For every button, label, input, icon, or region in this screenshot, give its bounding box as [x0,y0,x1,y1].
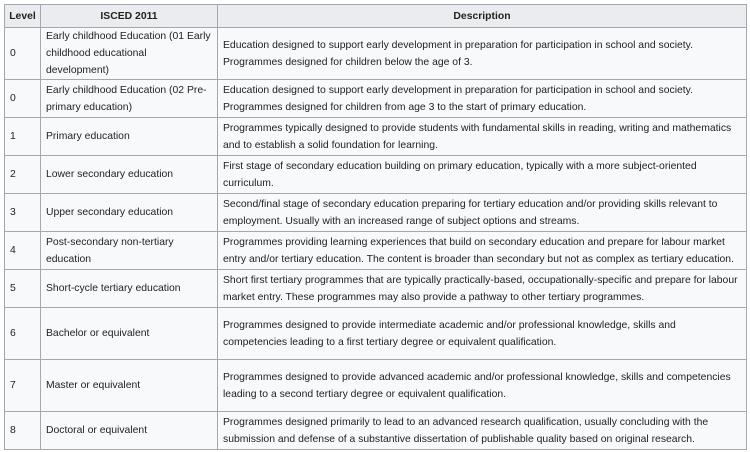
table-row [5,156,747,194]
table-row [5,28,747,80]
table-row [5,412,747,450]
cell-isced: Early childhood Education (02 Pre-primary education) [41,80,218,118]
table-row [5,118,747,156]
isced-table-container [4,4,747,450]
cell-level: 0 [5,80,41,118]
table-header-row [5,5,747,28]
cell-description: Programmes designed to provide intermediate academic and/or professional knowledge, skills and competencies leading to a first tertiary degree or equivalent qualification. [218,308,747,360]
cell-level: 6 [5,308,41,360]
cell-isced: Short-cycle tertiary education [41,270,218,308]
cell-level: 3 [5,194,41,232]
table-row [5,194,747,232]
cell-description: Education designed to support early development in preparation for participation in school and society. Programmes designed for children from age 3 to the start of primary education. [218,80,747,118]
table-row [5,270,747,308]
cell-level: 7 [5,360,41,412]
column-header-description[interactable]: Description [218,5,747,28]
cell-level: 1 [5,118,41,156]
cell-isced: Upper secondary education [41,194,218,232]
cell-level: 0 [5,28,41,80]
table-row [5,308,747,360]
cell-isced: Post-secondary non-tertiary education [41,232,218,270]
cell-level: 8 [5,412,41,450]
cell-level: 2 [5,156,41,194]
column-header-level[interactable]: Level [5,5,41,28]
cell-isced: Doctoral or equivalent [41,412,218,450]
cell-description: Education designed to support early development in preparation for participation in school and society. Programmes designed for children below the age of 3. [218,28,747,80]
cell-isced: Master or equivalent [41,360,218,412]
table-row [5,360,747,412]
cell-isced: Lower secondary education [41,156,218,194]
table-row [5,80,747,118]
column-header-isced-2011[interactable]: ISCED 2011 [41,5,218,28]
cell-description: Second/final stage of secondary education preparing for tertiary education and/or providing skills relevant to employment. Usually with an increased range of subject options and streams. [218,194,747,232]
table-row [5,232,747,270]
cell-description: Short first tertiary programmes that are typically practically-based, occupationally-specific and prepare for labour market entry. These programmes may also provide a pathway to other tertiary programmes. [218,270,747,308]
cell-level: 4 [5,232,41,270]
cell-description: Programmes designed to provide advanced academic and/or professional knowledge, skills and competencies leading to a second tertiary degree or equivalent qualification. [218,360,747,412]
cell-isced: Primary education [41,118,218,156]
cell-description: Programmes typically designed to provide students with fundamental skills in reading, writing and mathematics and to establish a solid foundation for learning. [218,118,747,156]
isced-levels-table [4,4,747,450]
cell-isced: Early childhood Education (01 Early childhood educational development) [41,28,218,80]
cell-description: Programmes designed primarily to lead to an advanced research qualification, usually concluding with the submission and defense of a substantive dissertation of publishable quality based on original research. [218,412,747,450]
cell-description: First stage of secondary education building on primary education, typically with a more subject-oriented curriculum. [218,156,747,194]
cell-description: Programmes providing learning experiences that build on secondary education and prepare for labour market entry and/or tertiary education. The content is broader than secondary but not as complex as tertiary education. [218,232,747,270]
cell-level: 5 [5,270,41,308]
cell-isced: Bachelor or equivalent [41,308,218,360]
